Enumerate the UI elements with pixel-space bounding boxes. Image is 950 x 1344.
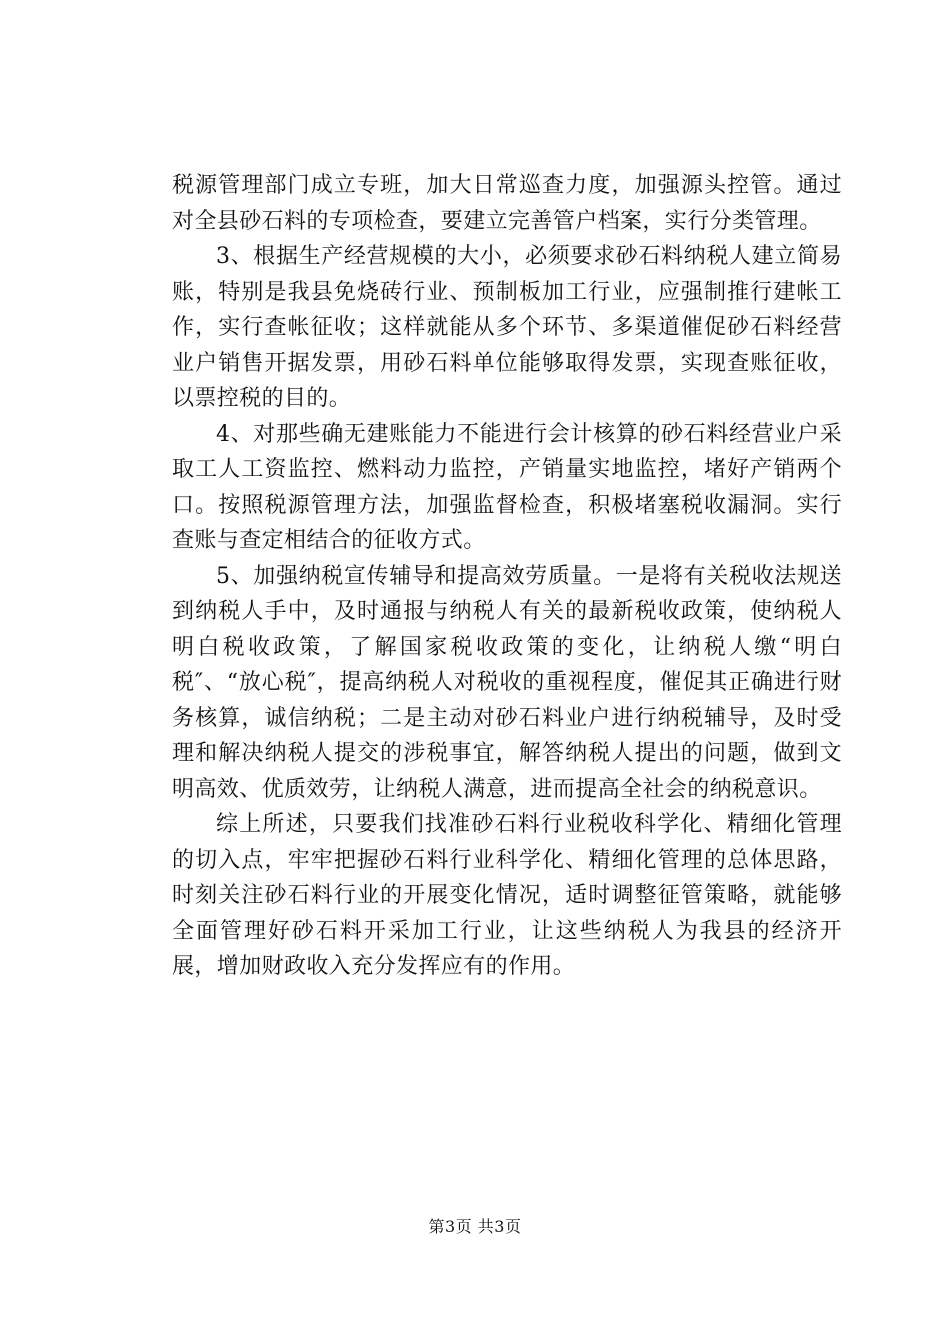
- paragraph-continuation: 税源管理部门成立专班，加大日常巡查力度，加强源头控管。通过对全县砂石料的专项检查，要建立完善管户档案，实行分类管理。: [172, 173, 842, 234]
- document-body: [172, 168, 842, 985]
- paragraph-conclusion: 综上所述，只要我们找准砂石料行业税收科学化、精细化管理的切入点，牢牢把握砂石料行业科学化、精细化管理的总体思路，时刻关注砂石料行业的开展变化情况，适时调整征管策略，就能够全面管理好砂石料开采加工行业，让这些纳税人为我县的经济开展，增加财政收入充分发挥应有的作用。: [172, 812, 842, 979]
- paragraph-item-3: 3、根据生产经营规模的大小，必须要求砂石料纳税人建立简易账，特别是我县免烧砖行业、预制板加工行业，应强制推行建帐工作，实行查帐征收；这样就能从多个环节、多渠道催促砂石料经营业户销售开据发票，用砂石料单位能够取得发票，实现查账征收，以票控税的目的。: [172, 244, 842, 411]
- paragraph-item-5: 5、加强纳税宣传辅导和提高效劳质量。一是将有关税收法规送到纳税人手中，及时通报与纳税人有关的最新税收政策，使纳税人明白税收政策，了解国家税收政策的变化，让纳税人缴“明白税″、“放心税″，提高纳税人对税收的重视程度，催促其正确进行财务核算，诚信纳税；二是主动对砂石料业户进行纳税辅导，及时受理和解决纳税人提交的涉税事宜，解答纳税人提出的问题，做到文明高效、优质效劳，让纳税人满意，进而提高全社会的纳税意识。: [172, 563, 842, 802]
- page-footer: 第3页 共3页: [428, 1217, 522, 1236]
- paragraph-item-4: 4、对那些确无建账能力不能进行会计核算的砂石料经营业户采取工人工资监控、燃料动力监控，产销量实地监控，堵好产销两个口。按照税源管理方法，加强监督检查，积极堵塞税收漏洞。实行查账与查定相结合的征收方式。: [172, 421, 842, 553]
